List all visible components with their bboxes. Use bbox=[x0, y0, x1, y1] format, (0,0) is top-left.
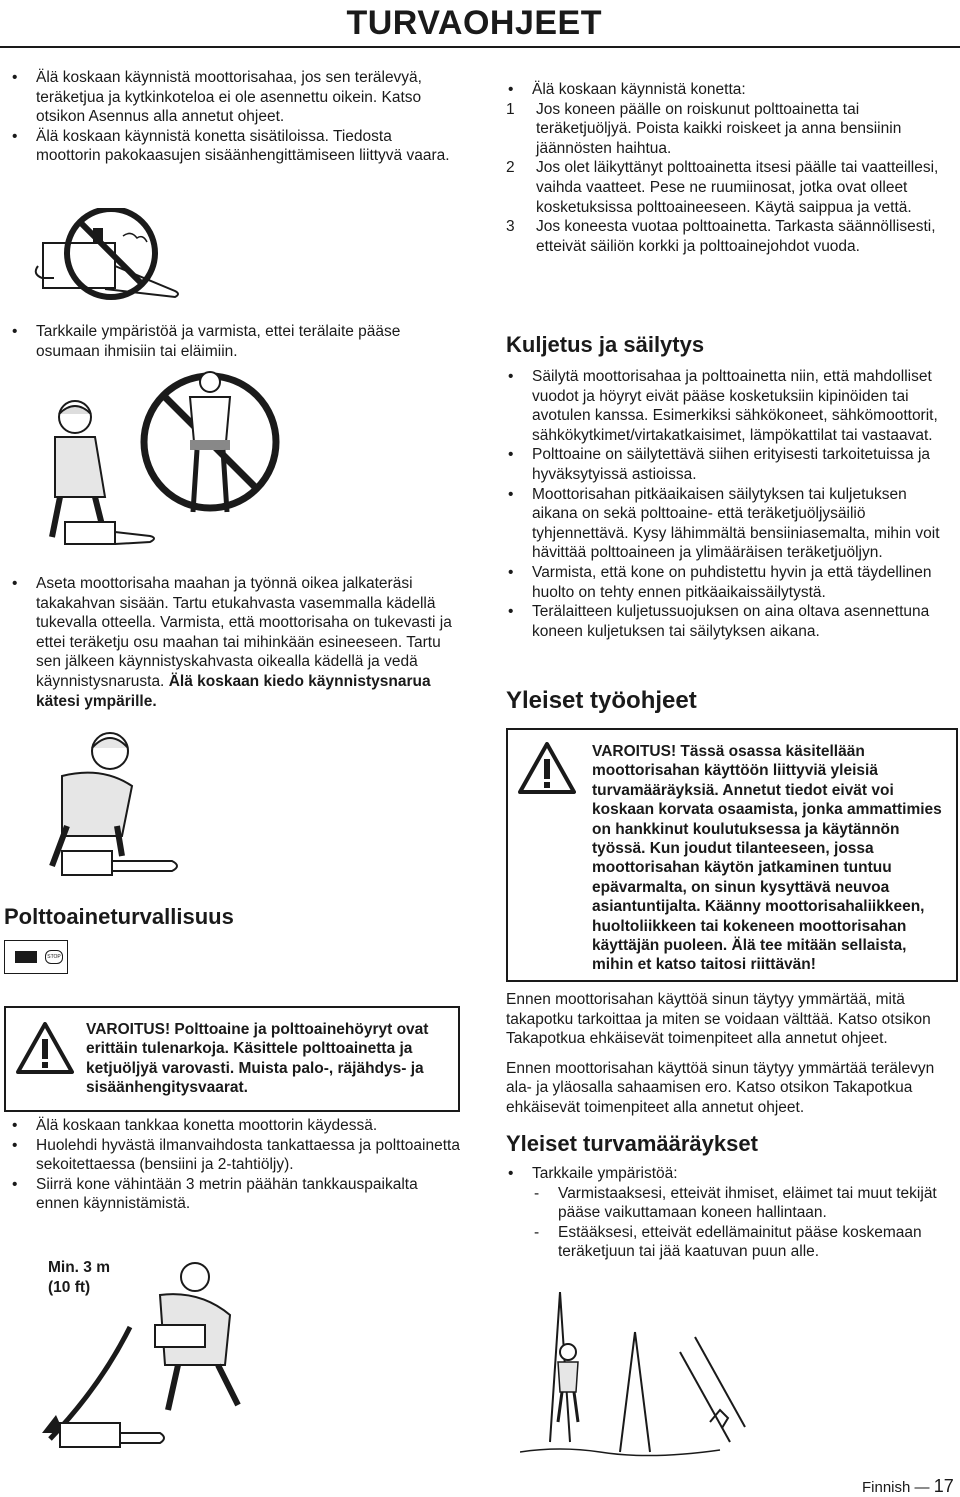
list-item: • Älä koskaan tankkaa konetta moottorin käydessä. bbox=[10, 1116, 462, 1136]
section-heading: Polttoaineturvallisuus bbox=[4, 904, 234, 929]
starting-instructions bbox=[10, 574, 462, 711]
fuel-pictogram bbox=[4, 940, 68, 974]
list-item: • Älä koskaan käynnistä konetta: bbox=[506, 80, 954, 100]
item-text: Jos olet läikyttänyt polttoainetta itsesi päälle tai vaatteillesi, vaihda vaatteet. Pese ne ruumiinosat, jotka ovat olleet kosketuksissa polttoaineeseen. Käytä saippua ja vettä. bbox=[536, 159, 939, 216]
fuel-warning-box bbox=[4, 1006, 460, 1112]
starting-posture-illustration bbox=[22, 726, 202, 896]
distance-metric: Min. 3 m bbox=[48, 1259, 111, 1276]
header-rule bbox=[0, 46, 960, 48]
list-item: • Moottorisahan pitkäaikaisen säilytyksen tai kuljetuksen aikana on sekä polttoaine- että teräketjuöljysäiliö tyhjennettävä. Kysy lähimmältä bensiiniasemalta, mihin voit hävittää polttoaineen ja ylimääräisen teräketjuöljyn. bbox=[506, 485, 954, 563]
item-text: Jos koneesta vuotaa polttoainetta. Tarkasta säännöllisesti, etteivät säiliön korkki ja polttoainejohdot vuoda. bbox=[536, 218, 936, 255]
footer-language: Finnish bbox=[862, 1479, 911, 1496]
list-item: • Terälaitteen kuljetussuojuksen on aina oltava asennettuna koneen kuljetuksen tai säilytyksen aikana. bbox=[506, 602, 954, 641]
list-item bbox=[10, 574, 462, 711]
numbered-item bbox=[506, 100, 954, 159]
page-title: TURVAOHJEET bbox=[346, 4, 602, 42]
list-item: • Varmista, että kone on puhdistettu hyvin ja että täydellinen huolto on tehty ennen pitkäaikaissäilytystä. bbox=[506, 563, 954, 602]
transport-heading bbox=[506, 332, 704, 358]
general-heading bbox=[506, 688, 697, 714]
distance-imperial: (10 ft) bbox=[48, 1279, 91, 1296]
list-item: • Älä koskaan käynnistä konetta sisätiloissa. Tiedosta moottorin pakokaasujen sisäänhengittämiseen liittyvä vaara. bbox=[10, 127, 460, 166]
fueling-distance-illustration bbox=[30, 1255, 270, 1465]
rules-dash-list bbox=[506, 1184, 954, 1262]
arrow-icon bbox=[15, 951, 37, 963]
rules-heading bbox=[506, 1131, 758, 1157]
section-heading: Kuljetus ja säilytys bbox=[506, 332, 705, 357]
left-intro-bullets bbox=[10, 68, 460, 166]
surroundings-bullet bbox=[10, 322, 460, 361]
start-conditions bbox=[506, 80, 954, 256]
general-warning-box bbox=[506, 728, 958, 982]
paragraph: Ennen moottorisahan käyttöä sinun täytyy ymmärtää, mitä takapotku tarkoittaa ja miten se voidaan välttää. Katso otsikon Takapotkua ehkäisevät toimenpiteet alla annetut ohjeet. bbox=[506, 991, 931, 1048]
section-heading: Yleiset työohjeet bbox=[506, 687, 697, 714]
transport-bullets bbox=[506, 367, 954, 641]
paragraph: Ennen moottorisahan käyttöä sinun täytyy ymmärtää terälevyn ala- ja yläosalla sahaamisen ero. Katso otsikon Takapotkua ehkäisevät toimenpiteet alla annetut ohjeet. bbox=[506, 1059, 935, 1116]
stop-icon: STOP bbox=[45, 950, 63, 964]
list-item: • Säilytä moottorisahaa ja polttoainetta niin, että mahdolliset vuodot ja höyryt eivät pääse kosketuksiin kipinöiden tai avotulen kanssa. Esimerkiksi sähkökoneet, sähkömoottorit, sähkökytkimet/virtakatkaisimet, lämpökattilat tai vastaavat. bbox=[506, 367, 954, 445]
rules-list bbox=[506, 1164, 954, 1262]
item-text: Jos koneen päälle on roiskunut polttoainetta tai teräketjuöljyä. Poista kaikki roiskeet ja anna bensiinin jäännösten haihtua. bbox=[536, 100, 902, 157]
warning-triangle-icon bbox=[16, 1022, 74, 1074]
dash-item: - Varmistaaksesi, etteivät ihmiset, eläimet tai muut tekijät pääse vaikuttamaan koneen hallintaan. bbox=[532, 1184, 954, 1223]
list-item: • Polttoaine on säilytettävä siihen erityisesti tarkoitetuissa ja hyväksytyissä astioissa. bbox=[506, 445, 954, 484]
start-text: Aseta moottorisaha maahan ja työnnä oikea jalkateräsi takakahvan sisään. Tartu etukahvasta vasemmalla kädellä tukevalla otteella. Varmista, että moottorisaha on tukevasti ja ettei teräketju osu maahan tai mihinkään esineeseen. Tartu sen jälkeen käynnistyskahvasta oikealla kädellä ja vedä käynnistysnarusta. bbox=[36, 575, 452, 690]
dash-item: - Estääksesi, etteivät edellämainitut pääse koskemaan teräketjuun tai jää kaatuvan puun alle. bbox=[532, 1223, 954, 1262]
numbered-item bbox=[506, 158, 954, 217]
fuel-safety-heading bbox=[4, 904, 234, 930]
list-item: • Siirrä kone vähintään 3 metrin päähän tankkauspaikalta ennen käynnistämistä. bbox=[10, 1175, 462, 1214]
no-indoor-running-icon bbox=[28, 208, 188, 308]
start-text-bold: Älä koskaan kiedo käynnistysnarua kätesi ympärille. bbox=[36, 672, 431, 710]
footer-separator: — bbox=[914, 1479, 930, 1496]
list-item: • Tarkkaile ympäristöä: bbox=[506, 1164, 954, 1184]
list-item: • Älä koskaan käynnistä moottorisahaa, jos sen terälevyä, teräketjua ja kytkinkoteloa ei ole asennettu oikein. Katso otsikon Asennus alla annetut ohjeet. bbox=[10, 68, 460, 127]
general-warning-text: VAROITUS! Tässä osassa käsitellään moottorisahan käyttöön liittyviä yleisiä turvamääräyksiä. Annetut tiedot eivät voi koskaan korvata osaamista, jonka ammattimies on hankkinut koulutuksessa ja käytännön työssä. Kun joudut tilanteeseen, jossa moottorisahan käytön jatkaminen tuntuu epävarmalta, on sinun kysyttävä neuvoa asiantuntijalta. Käänny moottorisahaliikkeen, huoltoliikkeen tai kokeneen moottorisahan käyttäjän puoleen. Älä tee mitään sellaista, mihin et katso taitosi riittävän! bbox=[592, 743, 942, 974]
bystander-warning-illustration bbox=[25, 362, 285, 562]
item-number: 3 bbox=[506, 218, 515, 236]
list-item: • Huolehdi hyvästä ilmanvaihdosta tankattaessa ja polttoainetta sekoitettaessa (bensiini ja 2-tahtiöljy). bbox=[10, 1136, 462, 1175]
item-number: 1 bbox=[506, 100, 515, 118]
fuel-warning-text: VAROITUS! Polttoaine ja polttoainehöyryt ovat erittäin tulenarkoja. Käsittele polttoainetta ja ketjuöljyä varovasti. Muista palo-, räjähdys- ja sisäänhengitysvaarat. bbox=[86, 1021, 429, 1097]
item-number: 2 bbox=[506, 159, 515, 177]
felling-area-illustration bbox=[520, 1292, 750, 1462]
page-number: 17 bbox=[933, 1476, 954, 1496]
fuel-bullets bbox=[10, 1116, 462, 1214]
section-heading: Yleiset turvamääräykset bbox=[506, 1131, 758, 1156]
general-paragraphs bbox=[506, 990, 954, 1128]
list-item: • Tarkkaile ympäristöä ja varmista, ettei terälaite pääse osumaan ihmisiin tai eläimiin. bbox=[10, 322, 460, 361]
warning-triangle-icon bbox=[518, 742, 576, 794]
numbered-item bbox=[506, 217, 954, 256]
